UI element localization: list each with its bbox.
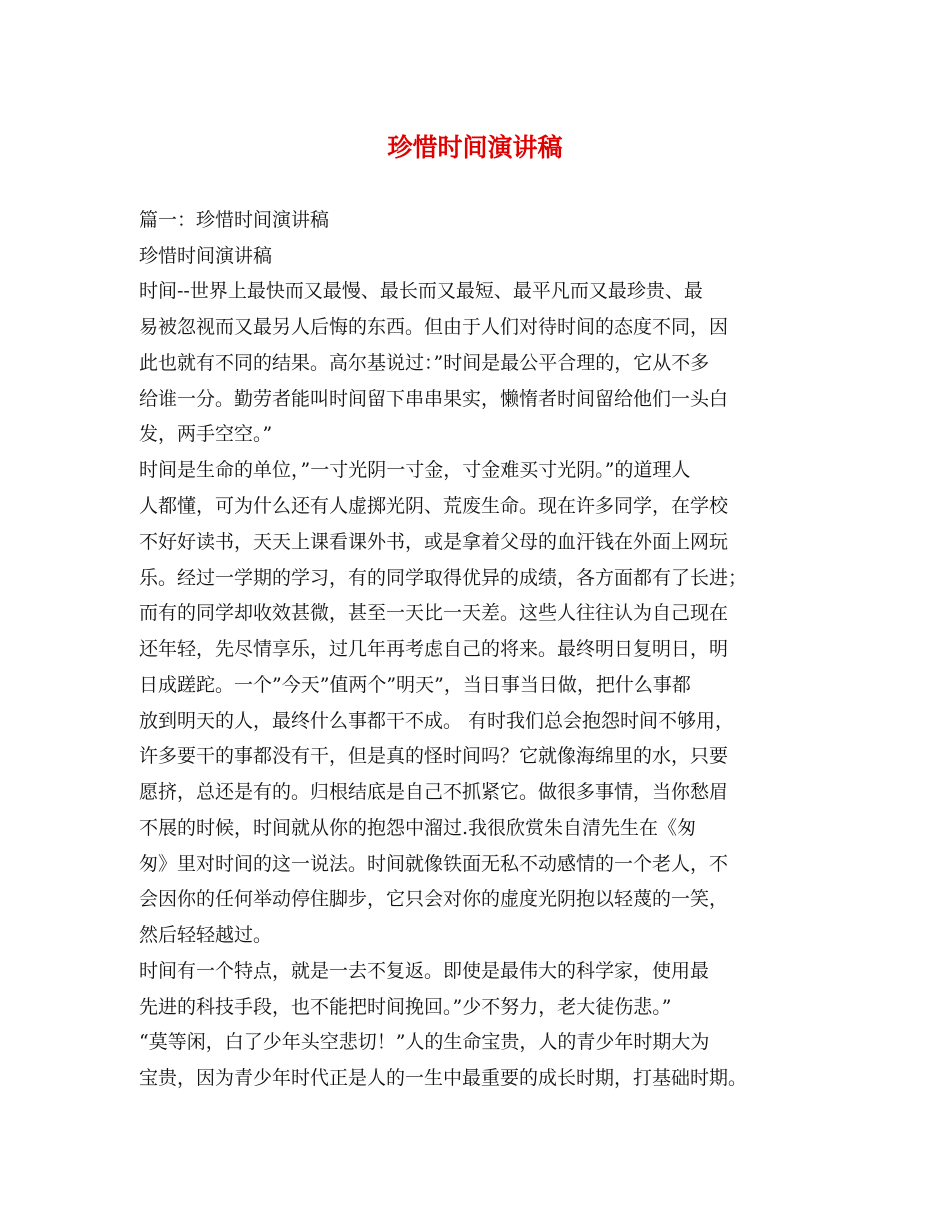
text-line: 会因你的任何举动停住脚步，它只会对你的虚度光阴抱以轻蔑的一笑，	[139, 888, 729, 910]
text-line: 日成蹉跎。一个”今天”值两个”明天”，当日事当日做，把什么事都	[139, 674, 691, 696]
text-line: 珍惜时间演讲稿	[139, 245, 273, 267]
text-line: 篇一：珍惜时间演讲稿	[139, 209, 330, 231]
document-title: 珍惜时间演讲稿	[387, 133, 563, 162]
text-line: 宝贵，因为青少年时代正是人的一生中最重要的成长时期，打基础时期。	[139, 1067, 748, 1089]
text-line: “莫等闲，白了少年头空悲切！”人的生命宝贵，人的青少年时期大为	[139, 1031, 710, 1053]
text-line: 人都懂，可为什么还有人虚掷光阴、荒废生命。现在许多同学，在学校	[139, 495, 729, 517]
text-line: 放到明天的人，最终什么事都干不成。 有时我们总会抱怨时间不够用，	[139, 710, 735, 732]
text-line: 而有的同学却收效甚微，甚至一天比一天差。这些人往往认为自己现在	[139, 602, 729, 624]
text-line: 先进的科技手段，也不能把时间挽回。”少不努力，老大徒伤悲。”	[139, 996, 672, 1018]
text-line: 匆》里对时间的这一说法。时间就像铁面无私不动感情的一个老人，不	[139, 853, 729, 875]
text-line: 愿挤，总还是有的。归根结底是自己不抓紧它。做很多事情，当你愁眉	[139, 781, 729, 803]
text-line: 此也就有不同的结果。高尔基说过：”时间是最公平合理的，它从不多	[139, 352, 710, 374]
text-line: 易被忽视而又最另人后悔的东西。但由于人们对待时间的态度不同，因	[139, 316, 729, 338]
text-line: 时间有一个特点，就是一去不复返。即使是最伟大的科学家，使用最	[139, 960, 710, 982]
text-line: 发，两手空空。”	[139, 423, 273, 445]
text-line: 时间--世界上最快而又最慢、最长而又最短、最平凡而又最珍贵、最	[139, 280, 703, 302]
text-line: 许多要干的事都没有干，但是真的怪时间吗？它就像海绵里的水，只要	[139, 745, 729, 767]
text-line: 不展的时候，时间就从你的抱怨中溜过.我很欣赏朱自清先生在《匆	[139, 817, 697, 839]
text-line: 然后轻轻越过。	[139, 924, 273, 946]
text-line: 给谁一分。勤劳者能叫时间留下串串果实，懒惰者时间留给他们一头白	[139, 388, 729, 410]
text-line: 时间是生命的单位，”一寸光阴一寸金，寸金难买寸光阴。”的道理人	[139, 459, 691, 481]
text-line: 还年轻，先尽情享乐，过几年再考虑自己的将来。最终明日复明日，明	[139, 638, 729, 660]
text-line: 乐。经过一学期的学习，有的同学取得优异的成绩，各方面都有了长进；	[139, 567, 748, 589]
text-line: 不好好读书，天天上课看课外书，或是拿着父母的血汗钱在外面上网玩	[139, 531, 729, 553]
